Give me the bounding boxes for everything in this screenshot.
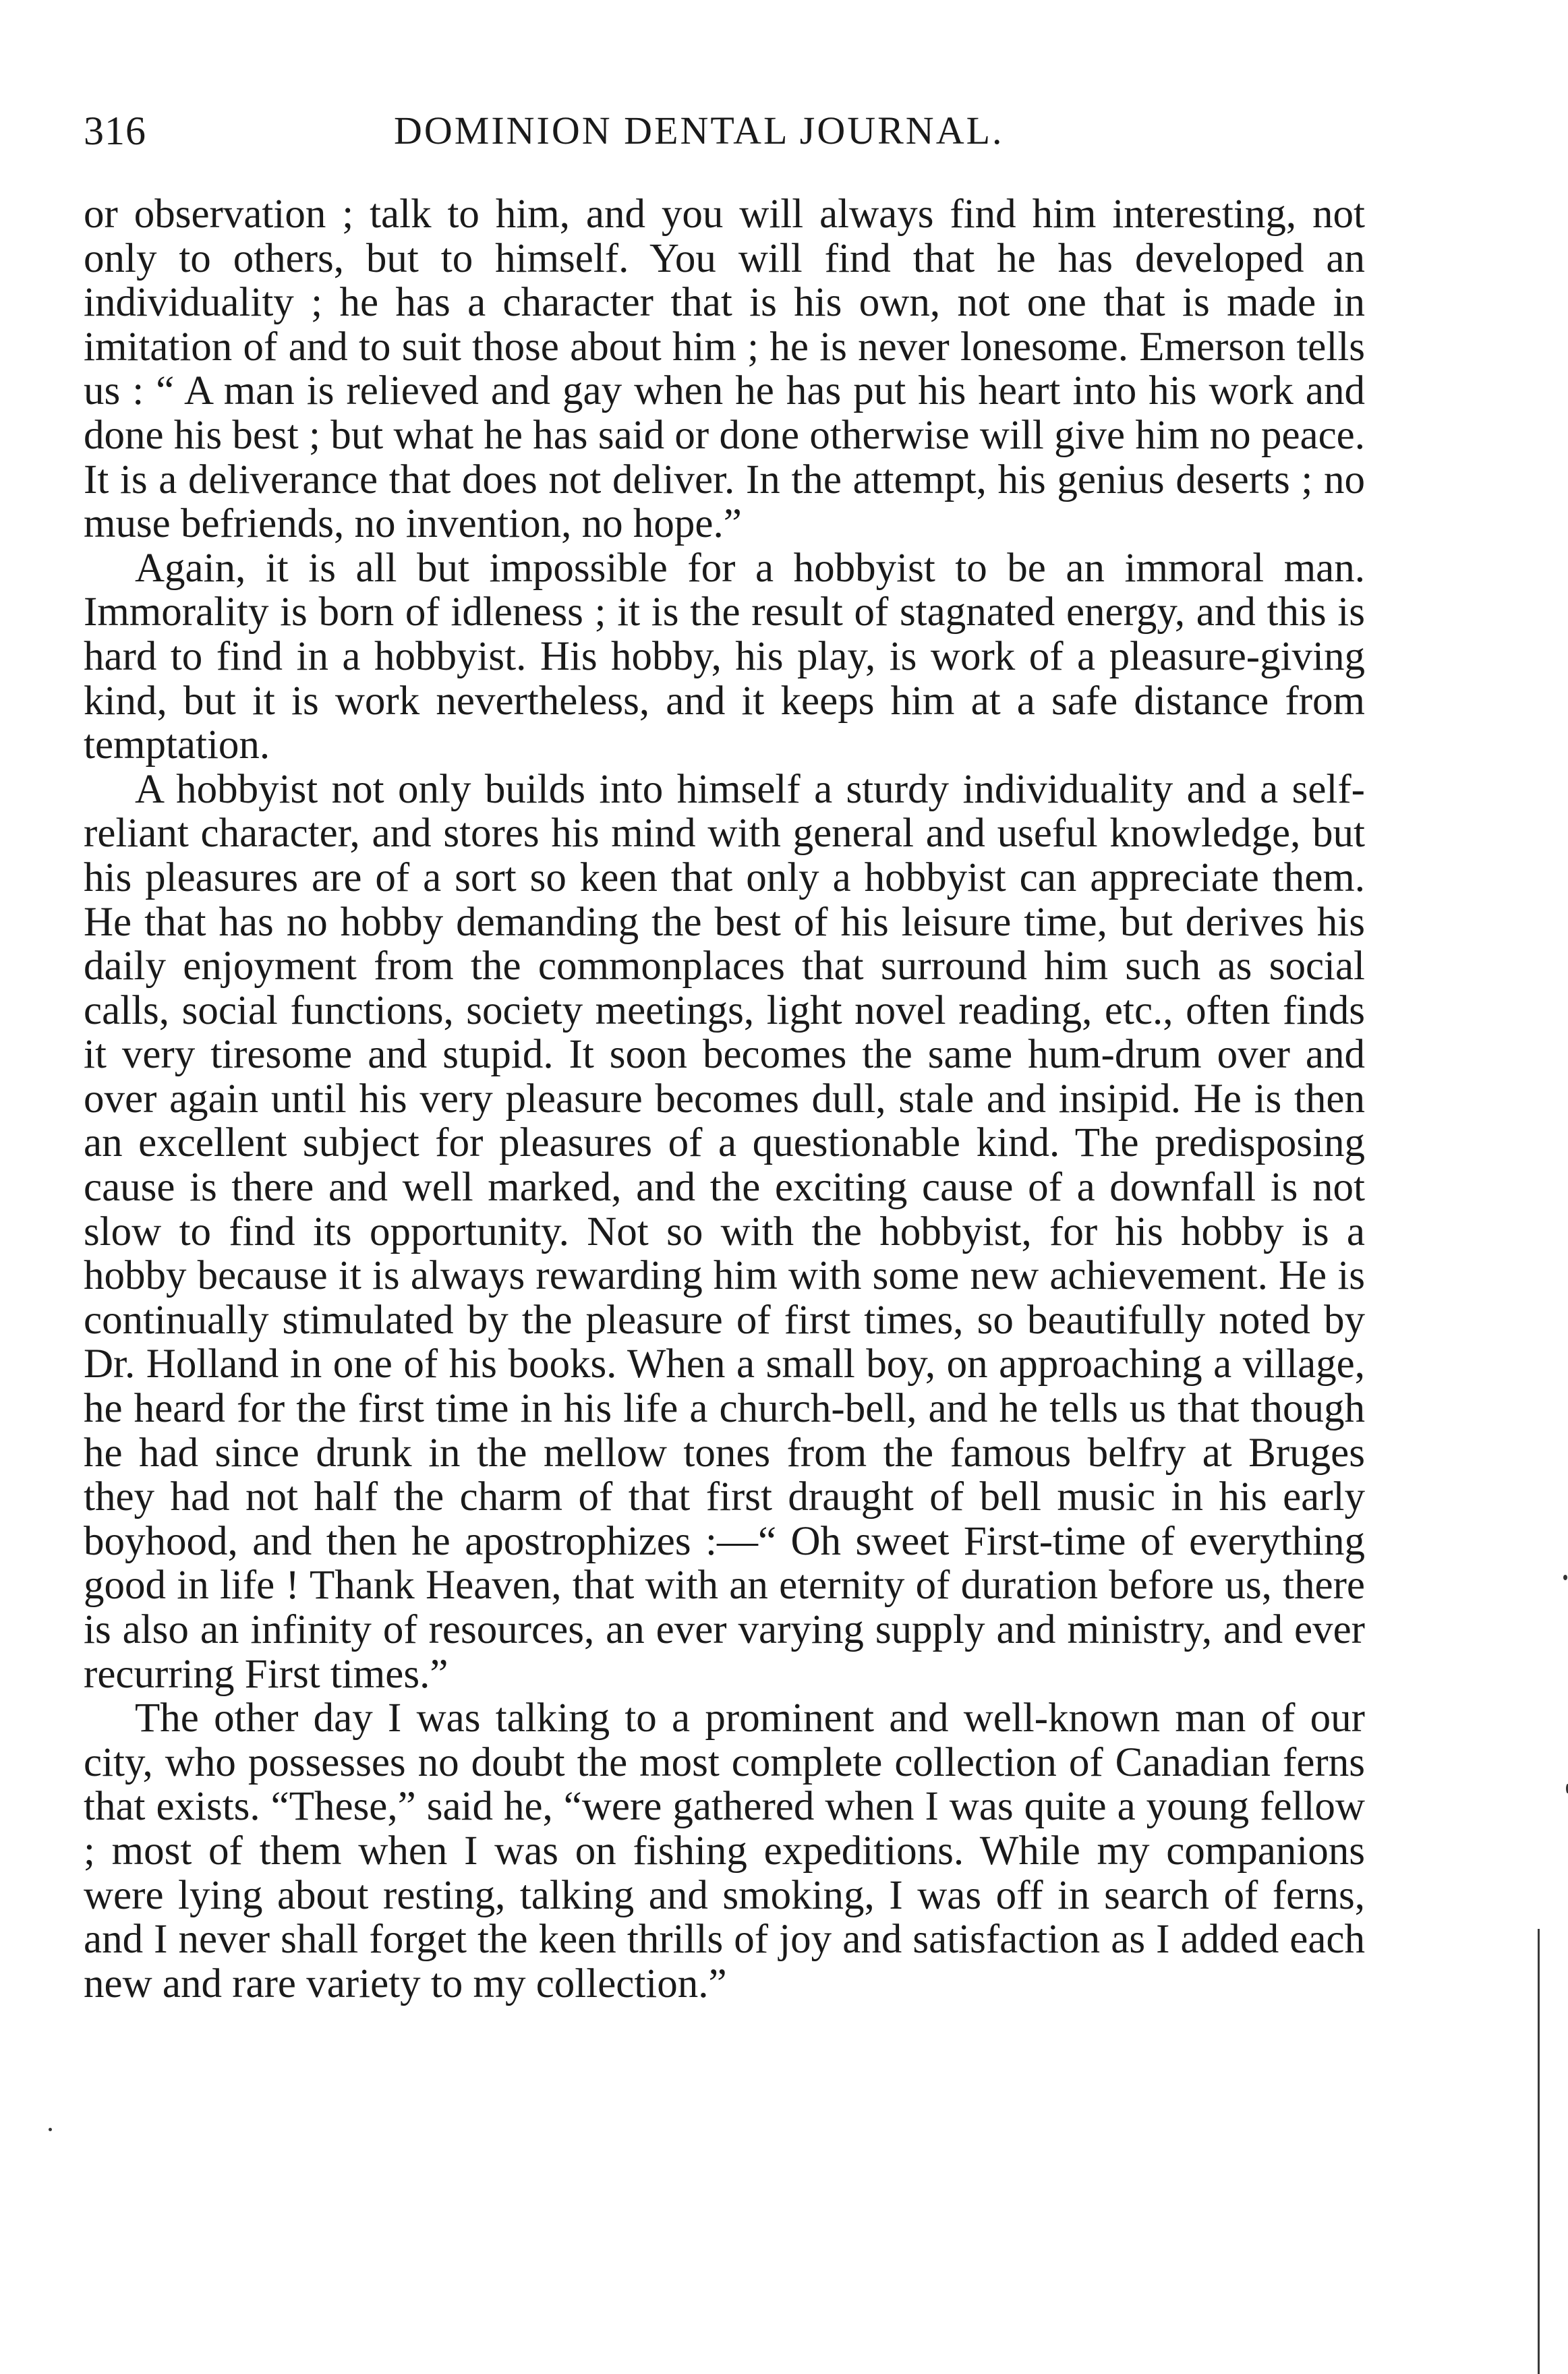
scan-speck	[1563, 1575, 1567, 1580]
page-number: 316	[84, 109, 146, 153]
running-head	[84, 108, 1365, 162]
paragraph-1: or observation ; talk to him, and you will always find him interesting, not only to others, but to himself. You will find that he has developed an individuality ; he has a character that is his own, not one that is made in imitation of and to suit those about him ; he is never lonesome. Emerson tells us : “ A man is relieved and gay when he has put his heart into his work and done his best ; but what he has said or done otherwise will give him no peace. It is a deliverance that does not deliver. In the attempt, his genius deserts ; no muse befriends, no invention, no hope.”	[84, 192, 1365, 547]
paragraph-2: Again, it is all but impossible for a hobbyist to be an immoral man. Immorality is born of idleness ; it is the result of stagnated energy, and this is hard to find in a hobbyist. His hobby, his play, is work of a pleasure-giving kind, but it is work nevertheless, and it keeps him at a safe distance from temptation.	[84, 545, 1365, 768]
scan-edge-line	[1538, 1929, 1540, 2374]
journal-title: DOMINION DENTAL JOURNAL.	[394, 109, 1004, 152]
paragraph-3: A hobbyist not only builds into himself a sturdy individuality and a self-reliant character, and stores his mind with general and useful knowledge, but his pleasures are of a sort so keen that only a hobbyist can appreciate them. He that has no hobby demanding the best of his leisure time, but derives his daily enjoyment from the commonplaces that surround him such as social calls, social functions, society meetings, light novel reading, etc., often finds it very tiresome and stupid. It soon becomes the same hum-drum over and over again until his very pleasure becomes dull, stale and insipid. He is then an excellent subject for pleasures of a questionable kind. The predisposing cause is there and well marked, and the exciting cause of a downfall is not slow to find its opportunity. Not so with the hobbyist, for his hobby is a hobby because it is always rewarding him with some new achievement. He is continually stimulated by the pleasure of first times, so beautifully noted by Dr. Holland in one of his books. When a small boy, on approaching a village, he heard for the first time in his life a church-bell, and he tells us that though he had since drunk in the mellow tones from the famous belfry at Bruges they had not half the charm of that first draught of bell music in his early boyhood, and then he apostrophizes :—“ Oh sweet First-time of everything good in life ! Thank Heaven, that with an eternity of duration before us, there is also an infinity of resources, an ever varying supply and ministry, and ever recurring First times.”	[84, 766, 1365, 1697]
paragraph-4: The other day I was talking to a prominent and well-known man of our city, who possesses no doubt the most complete collection of Canadian ferns that exists. “These,” said he, “were gathered when I was quite a young fellow ; most of them when I was on fishing expeditions. While my companions were lying about resting, talking and smoking, I was off in search of ferns, and I never shall forget the keen thrills of joy and satisfaction as I added each new and rare variety to my collection.”	[84, 1696, 1365, 2006]
article-body	[84, 192, 1365, 2006]
scan-speck	[49, 2128, 52, 2131]
